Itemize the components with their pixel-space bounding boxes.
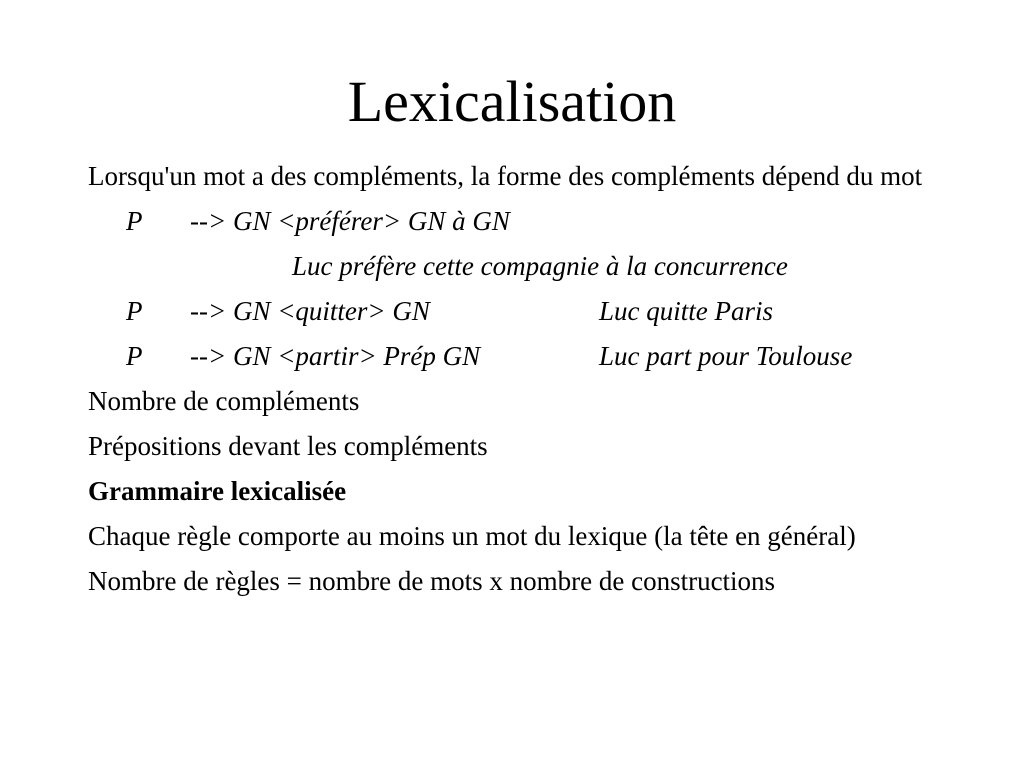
point-nombre-regles: Nombre de règles = nombre de mots x nombre de constructions (88, 566, 776, 596)
slide-title: Lexicalisation (347, 69, 677, 134)
rule-lhs: P (126, 296, 143, 326)
rule-preferer-example (88, 248, 968, 284)
rule-example: Luc quitte Paris (599, 296, 773, 326)
heading-grammaire-lexicalisee: Grammaire lexicalisée (88, 476, 347, 506)
rule-rhs: --> GN <partir> Prép GN (190, 341, 481, 371)
point-prepositions: Prépositions devant les compléments (88, 431, 488, 461)
rule-rhs: --> GN <préférer> GN à GN (190, 206, 510, 236)
rule-quitter (88, 293, 968, 329)
rule-example: Luc préfère cette compagnie à la concurrence (292, 251, 788, 281)
rule-example: Luc part pour Toulouse (599, 341, 853, 371)
rule-partir (88, 338, 968, 374)
rule-lhs: P (126, 341, 143, 371)
slide-body (88, 158, 968, 608)
rule-preferer (88, 203, 968, 239)
rule-rhs: --> GN <quitter> GN (190, 296, 430, 326)
point-chaque-regle: Chaque règle comporte au moins un mot du lexique (la tête en général) (88, 521, 856, 551)
intro-paragraph: Lorsqu'un mot a des compléments, la forme des compléments dépend du mot (88, 161, 923, 191)
point-nombre-complements: Nombre de compléments (88, 386, 360, 416)
rule-lhs: P (126, 206, 143, 236)
